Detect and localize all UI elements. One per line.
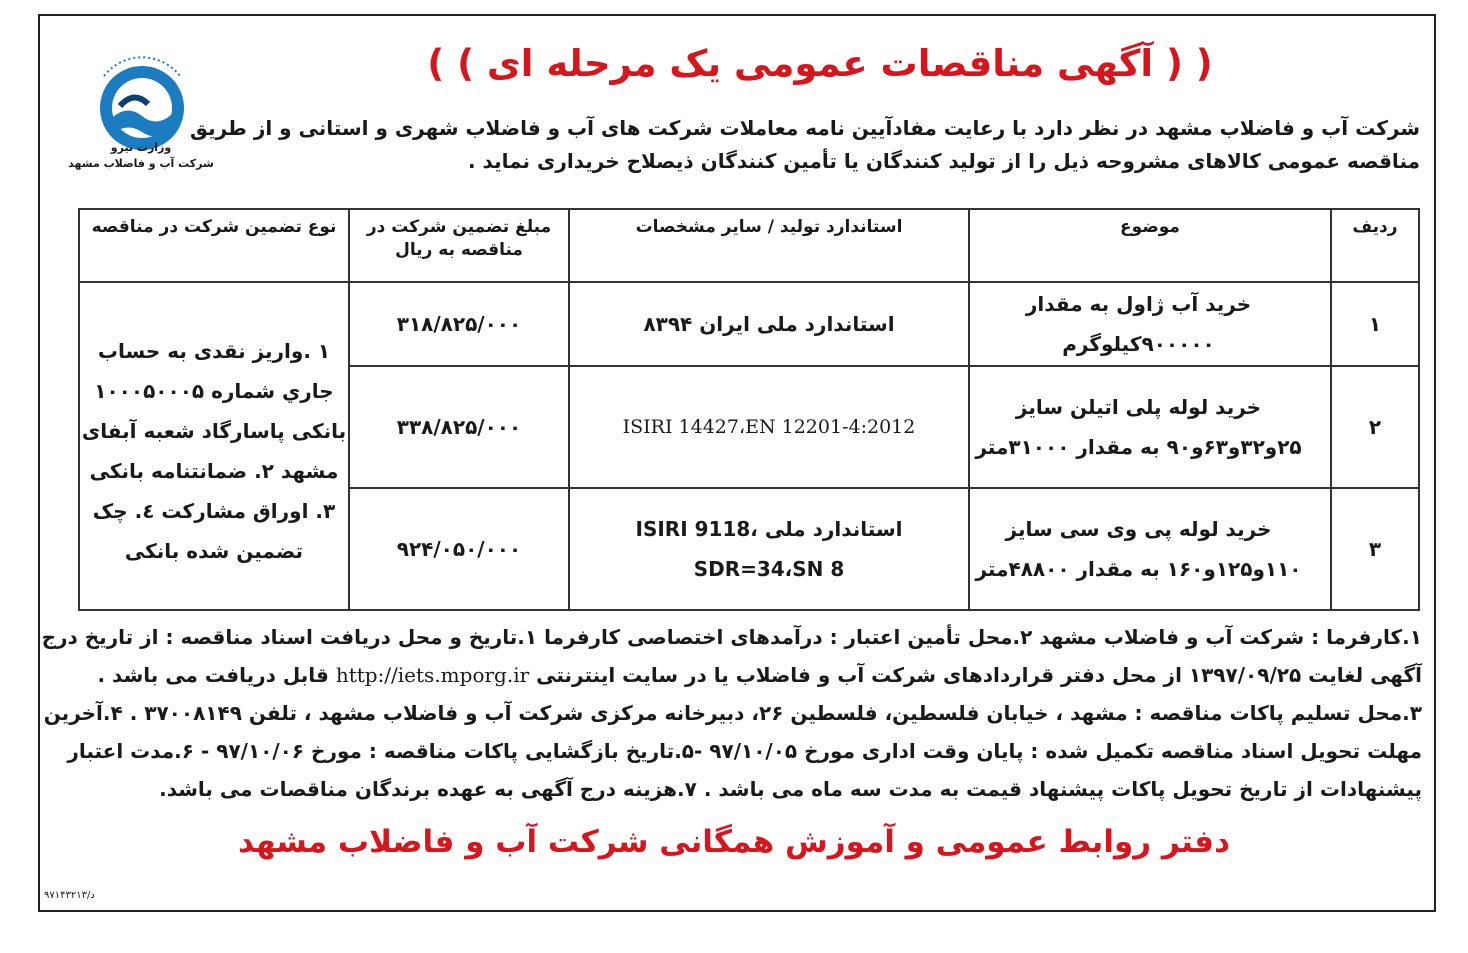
row-standard: ISIRI 14427،EN 12201-4:2012 [569,366,969,488]
intro-paragraph [190,112,1420,178]
header-standard: استاندارد تولید / سایر مشخصات [569,209,969,282]
ad-code: د/۹۷۱۴۳۲۱۳ [44,890,95,901]
company-name: شرکت آب و فاضلاب مشهد [68,157,214,170]
row-standard: استاندارد ملی ایران ۸۳۹۴ [569,282,969,366]
row-number: ۱ [1331,282,1419,366]
table-header-row [79,209,1419,282]
row-amount: ۳۱۸/۸۲۵/۰۰۰ [349,282,569,366]
row-number: ۲ [1331,366,1419,488]
row-subject: خرید آب ژاول به مقدار ۹۰۰۰۰۰کیلوگرم [969,282,1331,366]
website-link[interactable]: http://iets.mporg.ir [335,663,530,687]
ministry-name: وزارت نیرو [110,141,172,154]
header-amount: مبلغ تضمین شرکت در مناقصه به ریال [349,209,569,282]
row-subject: خرید لوله پی وی سی سایز ۱۱۰و۱۲۵و۱۶۰ به مقدار ۴۸۸۰۰متر [969,488,1331,610]
row-number: ۳ [1331,488,1419,610]
notes-line-5: پیشنهادات از تاریخ تحویل پاکات پیشنهاد قیمت به مدت سه ماه می باشد . ۷.هزینه درج آگهی به عهده برندگان مناقصات می باشد. [159,777,1422,801]
notes-line-2 [72,656,1422,694]
row-amount: ۹۲۴/۰۵۰/۰۰۰ [349,488,569,610]
row-subject: خرید لوله پلی اتیلن سایز ۲۵و۳۲و۶۳و۹۰ به مقدار ۳۱۰۰۰متر [969,366,1331,488]
header-row-number: ردیف [1331,209,1419,282]
guarantee-types-cell: ۱ .واریز نقدی به حساب جاري شماره ۱۰۰۰۵۰۰۰۵ بانکی پاسارگاد شعبه آبفای مشهد ۲. ضمانتنامه بانکی ۳. اوراق مشارکت ٤. چک تضمین شده بانکی [79,282,349,610]
notes-line-4: مهلت تحویل اسناد مناقصه تکمیل شده : پایان وقت اداری مورخ ۹۷/۱۰/۰۵ -۵.تاریخ بازگشایی پاکات مناقصه : مورخ ۹۷/۱۰/۰۶ - ۶.مدت اعتبار [67,739,1422,763]
tender-items-table [78,208,1420,611]
row-standard: استاندارد ملی ISIRI 9118، SDR=34،SN 8 [569,488,969,610]
tender-notes [41,618,1422,808]
header-subject: موضوع [969,209,1331,282]
table-row [79,282,1419,366]
intro-line-1: شرکت آب و فاضلاب مشهد در نظر دارد با رعایت مفادآیین نامه معاملات شرکت های آب و فاضلاب شهری و استانی و از طریق [190,116,1420,140]
notes-line-3: ۳.محل تسلیم پاکات مناقصه : مشهد ، خیابان فلسطین، فلسطین ۲۶، دبیرخانه مرکزی شرکت آب و فاضلاب مشهد ، تلفن ۳۷۰۰۸۱۴۹ . ۴.آخرین [43,701,1422,725]
notes-line-2-end: قابل دریافت می باشد . [97,663,329,687]
notes-line-2-start: آگهی لغایت ۱۳۹۷/۰۹/۲۵ از محل دفتر قراردادهای شرکت آب و فاضلاب یا در سایت اینترنتی [536,663,1422,687]
row-amount: ۳۳۸/۸۲۵/۰۰۰ [349,366,569,488]
notes-line-1: ۱.کارفرما : شرکت آب و فاضلاب مشهد ۲.محل تأمین اعتبار : درآمدهای اختصاصی کارفرما ۱.تاریخ و محل دریافت اسناد مناقصه : از تاریخ درج [41,625,1422,649]
intro-line-2: مناقصه عمومی کالاهای مشروحه ذیل را از تولید کنندگان یا تأمین کنندگان ذیصلاح خریداری نماید . [467,149,1420,173]
footer-signature: دفتر روابط عمومی و آموزش همگانی شرکت آب و فاضلاب مشهد [237,824,1230,860]
page-title: ( ( آگهی مناقصات عمومی یک مرحله ای ) ) [427,42,1213,85]
header-guarantee-type: نوع تضمین شرکت در مناقصه [79,209,349,282]
